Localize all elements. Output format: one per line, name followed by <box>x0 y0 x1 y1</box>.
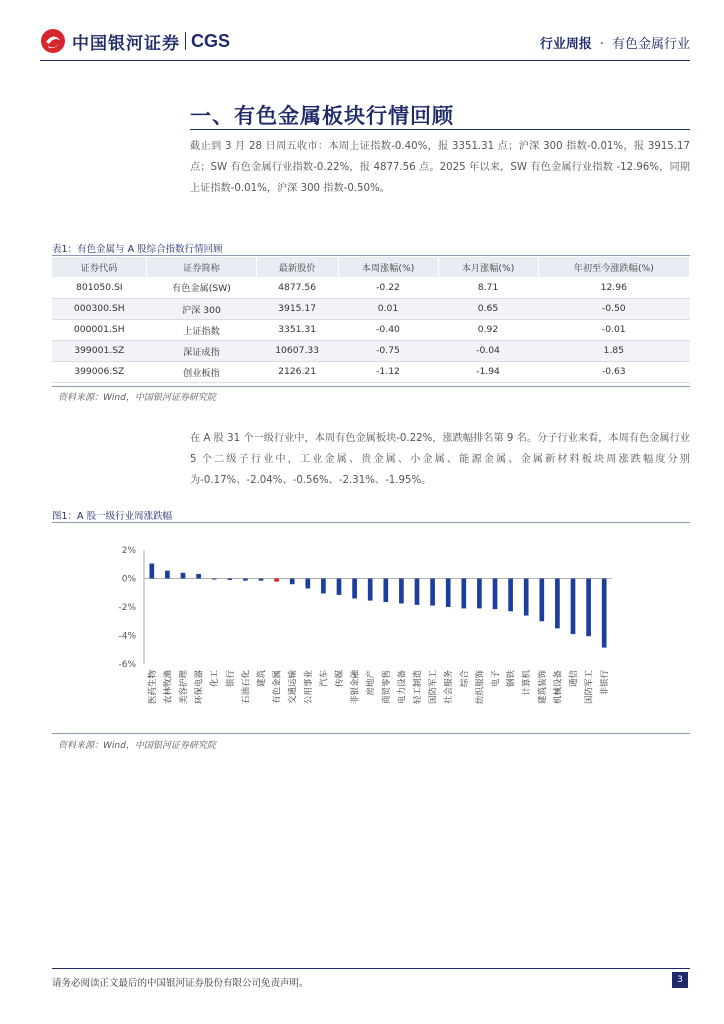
x-tick-label: 房地产 <box>366 670 377 696</box>
x-tick-label: 国防军工 <box>428 670 439 705</box>
x-tick-label: 公用事业 <box>303 670 314 705</box>
bar <box>290 579 295 585</box>
table-cell: -0.63 <box>538 361 689 382</box>
bar <box>259 579 264 581</box>
table-header-cell: 证券代码 <box>52 257 147 277</box>
bar <box>399 579 404 604</box>
bar <box>274 579 279 582</box>
y-tick-label: -4% <box>118 631 136 642</box>
bar <box>227 579 232 580</box>
market-review-paragraph: 截止到 3 月 28 日周五收市：本周上证指数-0.40%，报 3351.31 点；沪深 300 指数-0.01%，报 3915.17 点；SW 有色金属行业指数-0.22%，报 4877.56 点。2025 年以来，SW 有色金属行业指数 -12.96%，同期上证指数-0.01%，沪深 300 指数-0.50%。 <box>190 141 690 194</box>
header-separator: · <box>599 37 604 52</box>
bar <box>243 579 248 581</box>
footer-rule <box>52 968 690 969</box>
x-tick-label: 银行 <box>225 670 236 688</box>
table-cell: -0.50 <box>538 298 689 319</box>
y-tick-label: -2% <box>118 603 136 613</box>
page-number: 3 <box>672 972 688 988</box>
table1-caption: 表1：有色金属与 A 股综合指数行情回顾 <box>52 244 223 255</box>
table-cell: -0.01 <box>538 319 689 340</box>
bar <box>368 579 373 601</box>
table-cell: 1.85 <box>538 340 689 361</box>
bar <box>305 579 310 589</box>
x-tick-label: 钢铁 <box>506 670 517 688</box>
table-cell: -1.12 <box>338 361 438 382</box>
x-tick-label: 建筑装饰 <box>537 670 548 705</box>
report-label <box>540 33 690 52</box>
figure1-source: 资料来源：Wind，中国银河证券研究院 <box>58 741 216 751</box>
table-cell: 有色金属(SW) <box>147 277 257 298</box>
table-cell: -0.40 <box>338 319 438 340</box>
table-header-cell: 本周涨幅(%) <box>338 257 438 277</box>
table-cell: -0.04 <box>438 340 538 361</box>
x-tick-label: 轻工制造 <box>413 670 423 705</box>
industry-weekly-change-chart <box>52 530 690 730</box>
bar <box>212 579 217 580</box>
bar <box>321 579 326 594</box>
page-header <box>0 0 724 62</box>
table-row <box>52 319 690 340</box>
section-rule <box>190 129 690 130</box>
bar <box>586 579 591 637</box>
bar <box>415 579 420 605</box>
brand-name-en: CGS <box>191 30 231 51</box>
table-header-cell: 证券简称 <box>147 257 257 277</box>
table-cell: 3351.31 <box>256 319 338 340</box>
table-cell: -1.94 <box>438 361 538 382</box>
table-cell: 上证指数 <box>147 319 257 340</box>
bar <box>508 579 513 612</box>
table-cell: -0.22 <box>338 277 438 298</box>
table-cell: -0.75 <box>338 340 438 361</box>
x-tick-label: 美容护理 <box>179 670 189 705</box>
table-cell: 2126.21 <box>256 361 338 382</box>
table-cell: 深证成指 <box>147 340 257 361</box>
x-tick-label: 汽车 <box>319 670 330 688</box>
x-tick-label: 计算机 <box>522 670 533 696</box>
bar <box>337 579 342 595</box>
table-header-cell: 年初至今涨跌幅(%) <box>538 257 689 277</box>
table-cell: 8.71 <box>438 277 538 298</box>
bar <box>539 579 544 622</box>
x-tick-label: 交通运输 <box>288 670 299 705</box>
cgs-logo-icon <box>40 28 66 54</box>
table-cell: 0.92 <box>438 319 538 340</box>
table-cell: 沪深 300 <box>147 298 257 319</box>
table-cell: 12.96 <box>538 277 689 298</box>
bar <box>571 579 576 635</box>
index-review-table <box>52 257 690 383</box>
table-cell: 0.65 <box>438 298 538 319</box>
brand-divider <box>185 32 186 50</box>
x-tick-label: 非银行 <box>600 670 611 696</box>
bar <box>477 579 482 609</box>
bar <box>446 579 451 608</box>
table-cell: 4877.56 <box>256 277 338 298</box>
table-row <box>52 298 690 319</box>
table-row <box>52 277 690 298</box>
bar <box>196 574 201 579</box>
bar <box>383 579 388 603</box>
y-tick-label: 2% <box>121 546 136 556</box>
table-row <box>52 340 690 361</box>
bar <box>165 571 170 579</box>
bar <box>524 579 529 616</box>
bar <box>430 579 435 606</box>
industry-ranking-paragraph: 在 A 股 31 个一级行业中，本周有色金属板块-0.22%，涨跌幅排名第 9 名。分子行业来看，本周有色金属行业 5 个二级子行业中，工业金属、贵金属、小金属、能源金属、金属新材料板块周涨跌幅度分别为-0.17%、-2.04%、-0.56%、-2.31%、-1.95%。 <box>190 433 690 486</box>
table-cell: 801050.SI <box>52 277 147 298</box>
x-tick-label: 电子 <box>491 670 501 688</box>
bar <box>181 573 186 579</box>
brand-logo <box>40 28 230 54</box>
brand-name-cn: 中国银河证券 <box>72 33 180 54</box>
table-cell: 000001.SH <box>52 319 147 340</box>
x-tick-label: 有色金属 <box>272 670 283 705</box>
table-cell: 3915.17 <box>256 298 338 319</box>
figure1-caption: 图1：A 股一级行业周涨跌幅 <box>52 511 173 522</box>
x-tick-label: 非银金融 <box>350 670 361 705</box>
report-industry: 有色金属行业 <box>611 37 690 52</box>
table-header-row <box>52 257 690 277</box>
table-cell: 0.01 <box>338 298 438 319</box>
bar <box>602 579 607 648</box>
table1-caption-rule <box>52 255 690 256</box>
bar <box>352 579 357 599</box>
report-type: 行业周报 <box>539 37 592 52</box>
x-tick-label: 农林牧渔 <box>163 670 174 705</box>
x-tick-label: 社会服务 <box>444 670 455 705</box>
bar <box>493 579 498 610</box>
y-tick-label: 0% <box>121 574 136 585</box>
table-header-cell: 本月涨幅(%) <box>438 257 538 277</box>
bar <box>461 579 466 609</box>
table1-bottom-rule <box>52 386 690 387</box>
table-cell: 399006.SZ <box>52 361 147 382</box>
x-tick-label: 环保电器 <box>194 670 205 705</box>
x-tick-label: 建筑 <box>257 670 267 688</box>
x-tick-label: 国防军工 <box>584 670 595 705</box>
figure1-caption-rule <box>52 522 690 523</box>
x-tick-label: 化工 <box>210 670 221 688</box>
table-cell: 10607.33 <box>256 340 338 361</box>
table-cell: 000300.SH <box>52 298 147 319</box>
x-tick-label: 石油石化 <box>241 670 252 705</box>
bar <box>149 564 154 579</box>
table1-source: 资料来源：Wind，中国银河证券研究院 <box>58 393 216 403</box>
footer-disclaimer: 请务必阅读正文最后的中国银河证券股份有限公司免责声明。 <box>52 978 309 989</box>
x-tick-label: 商贸零售 <box>381 670 392 705</box>
x-tick-label: 通信 <box>569 670 579 688</box>
x-tick-label: 机械设备 <box>553 670 564 705</box>
x-tick-label: 传媒 <box>335 670 345 688</box>
x-tick-label: 电力设备 <box>397 670 408 705</box>
x-tick-label: 医药生物 <box>147 670 158 705</box>
table-cell: 399001.SZ <box>52 340 147 361</box>
table-row <box>52 361 690 382</box>
header-rule <box>40 60 690 61</box>
x-tick-label: 综合 <box>459 670 470 688</box>
table-header-cell: 最新股价 <box>256 257 338 277</box>
table-cell: 创业板指 <box>147 361 257 382</box>
section-title: 一、有色金属板块行情回顾 <box>190 104 454 128</box>
y-tick-label: -6% <box>118 660 136 670</box>
bar <box>555 579 560 629</box>
x-tick-label: 纺织服饰 <box>475 670 486 705</box>
figure1-bottom-rule <box>52 733 690 734</box>
